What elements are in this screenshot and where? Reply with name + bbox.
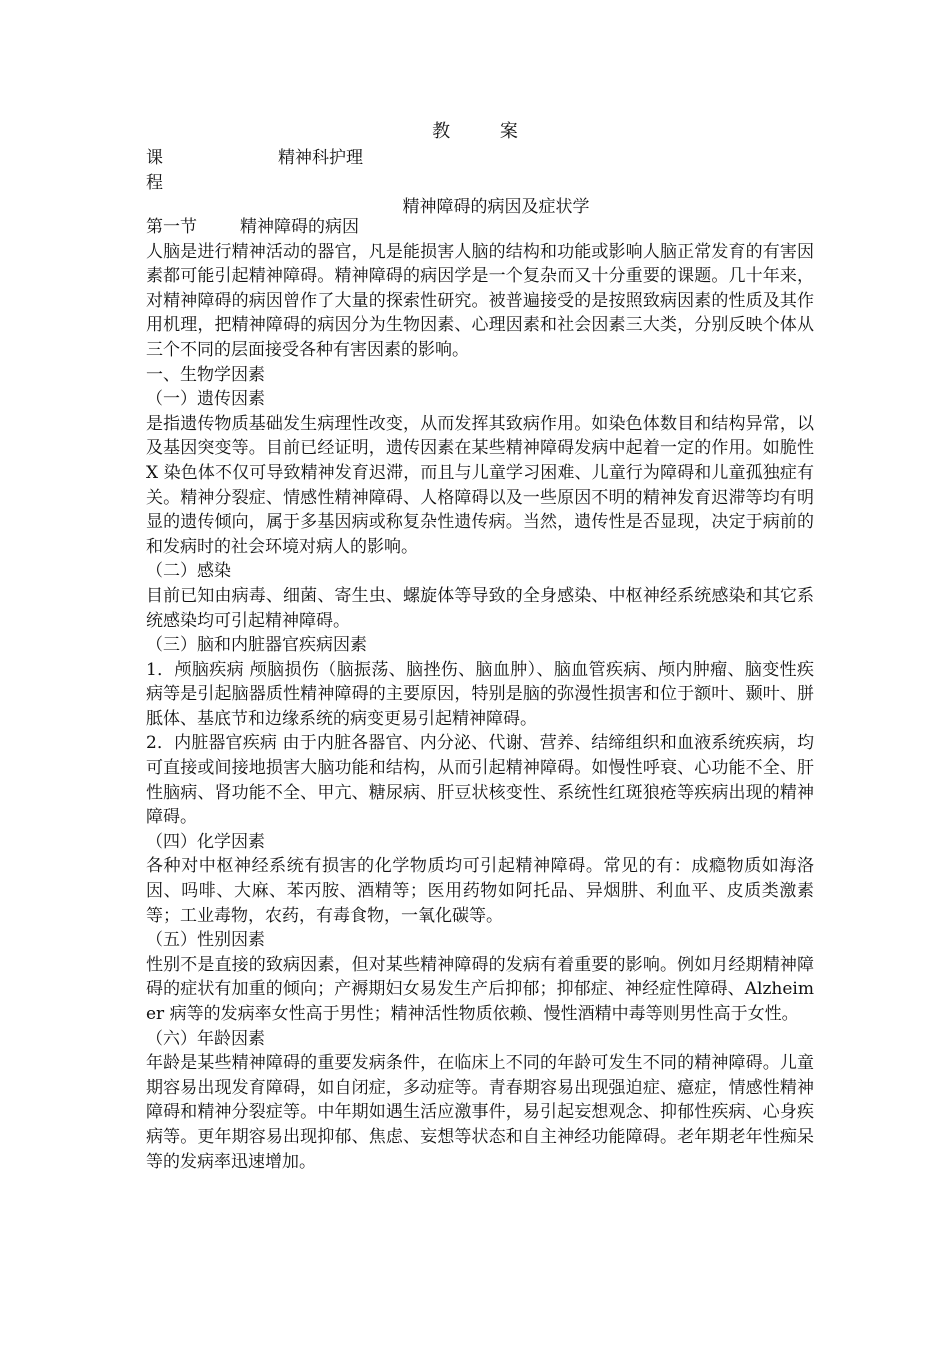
course-line [146, 143, 363, 193]
paragraph-genetic: 是指遗传物质基础发生病理性改变，从而发挥其致病作用。如染色体数目和结构异常，以及基因突变等。目前已经证明，遗传因素在某些精神障碍发病中起着一定的作用。如脆性 X 染色体不仅可导致精神发育迟滞，而且与儿童学习困难、儿童行为障碍和儿童孤独症有关。精神分裂症、情感性精神障碍、人格障碍以及一些原因不明的精神发育迟滞等均有明显的遗传倾向，属于多基因病或称复杂性遗传病。当然，遗传性是否显现，决定于病前的和发病时的社会环境对病人的影响。 [146, 413, 814, 557]
heading-biological-factors: 一、生物学因素 [146, 364, 265, 385]
subheading-genetic: （一）遗传因素 [146, 389, 265, 410]
paragraph-gender: 性别不是直接的致病因素，但对某些精神障碍的发病有着重要的影响。例如月经期精神障碍的症状有加重的倾向；产褥期妇女易发生产后抑郁；抑郁症、神经症性障碍、Alzheimer 病等的发病率女性高于男性；精神活性物质依赖、慢性酒精中毒等则男性高于女性。 [146, 954, 814, 1024]
document-body [146, 215, 814, 1174]
course-value: 精神科护理 [278, 148, 363, 168]
paragraph-age: 年龄是某些精神障碍的重要发病条件，在临床上不同的年龄可发生不同的精神障碍。儿童期容易出现发育障碍，如自闭症，多动症等。青春期容易出现强迫症、癔症，情感性精神障碍和精神分裂症等。中年期如遇生活应激事件，易引起妄想观念、抑郁性疾病、心身疾病等。更年期容易出现抑郁、焦虑、妄想等状态和自主神经功能障碍。老年期老年性痴呆等的发病率迅速增加。 [146, 1053, 814, 1172]
subheading-infection: （二）感染 [146, 561, 231, 582]
subheading-chemical: （四）化学因素 [146, 831, 265, 852]
paragraph-visceral-disease: 2．内脏器官疾病 由于内脏各器官、内分泌、代谢、营养、结缔组织和血液系统疾病，均可直接或间接地损害大脑功能和结构，从而引起精神障碍。如慢性呼衰、心功能不全、肝性脑病、肾功能不全、甲亢、糖尿病、肝豆状核变性、系统性红斑狼疮等疾病出现的精神障碍。 [146, 733, 814, 828]
paragraph-infection: 目前已知由病毒、细菌、寄生虫、螺旋体等导致的全身感染、中枢神经系统感染和其它系统感染均可引起精神障碍。 [146, 585, 814, 631]
chapter-title: 精神障碍的病因及症状学 [402, 197, 590, 217]
intro-paragraph: 人脑是进行精神活动的器官，凡是能损害人脑的结构和功能或影响人脑正常发育的有害因素都可能引起精神障碍。精神障碍的病因学是一个复杂而又十分重要的课题。几十年来，对精神障碍的病因曾作了大量的探索性研究。被普遍接受的是按照致病因素的性质及其作用机理，把精神障碍的病因分为生物因素、心理因素和社会因素三大类，分别反映个体从三个不同的层面接受各种有害因素的影响。 [146, 241, 814, 360]
paragraph-chemical: 各种对中枢神经系统有损害的化学物质均可引起精神障碍。常见的有：成瘾物质如海洛因、吗啡、大麻、苯丙胺、酒精等；医用药物如阿托品、异烟肼、利血平、皮质类激素等；工业毒物，农药，有毒食物，一氧化碳等。 [146, 856, 814, 926]
subheading-age: （六）年龄因素 [146, 1028, 265, 1049]
course-label: 课 程 [146, 148, 221, 193]
section-title: 精神障碍的病因 [240, 217, 359, 237]
section-heading [146, 215, 814, 240]
subheading-gender: （五）性别因素 [146, 930, 265, 951]
subheading-organ-disease: （三）脑和内脏器官疾病因素 [146, 635, 367, 656]
section-number: 第一节 [146, 217, 197, 237]
document-title: 教 案 [432, 121, 540, 142]
paragraph-brain-disease: 1．颅脑疾病 颅脑损伤（脑振荡、脑挫伤、脑血肿）、脑血管疾病、颅内肿瘤、脑变性疾病等是引起脑器质性精神障碍的主要原因，特别是脑的弥漫性损害和位于额叶、颞叶、胼胝体、基底节和边缘系统的病变更易引起精神障碍。 [146, 659, 814, 729]
